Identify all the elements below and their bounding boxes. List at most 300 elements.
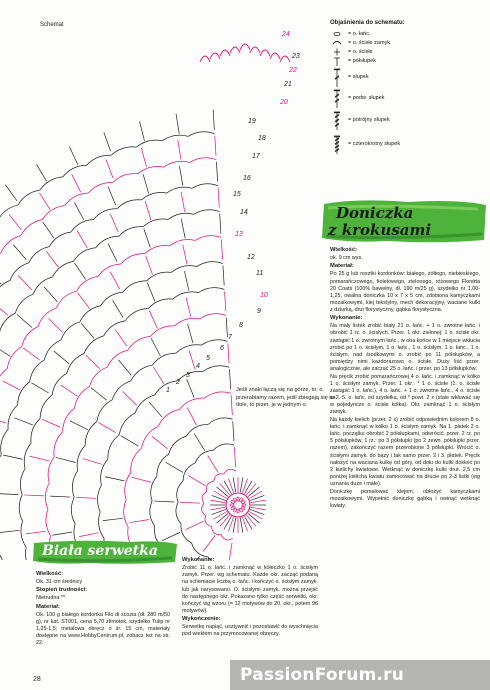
chain-arc [195, 450, 213, 462]
stitch-mark [30, 456, 49, 461]
stitch-mark [181, 192, 185, 212]
stitch-mark [36, 164, 46, 181]
chain-arc [72, 471, 77, 497]
stitch-mark [249, 512, 262, 520]
chain-arc [30, 360, 45, 382]
chain-arc [15, 294, 33, 313]
chain-arc [203, 366, 229, 372]
chain-arc [63, 165, 87, 177]
single-crochet-icon [330, 47, 344, 57]
chain-arc [190, 158, 216, 163]
schema-label: Schemat [40, 22, 64, 28]
chain-arc [20, 469, 25, 495]
stitch-mark [180, 502, 200, 503]
doniczka-work-label: Wykonanie: [330, 315, 363, 322]
stitch-mark [18, 275, 32, 289]
chain-arc [135, 395, 155, 413]
doniczka-title-line2: z krokusami [328, 221, 432, 239]
stitch-mark [61, 385, 78, 396]
chain-arc [1, 429, 8, 454]
chain-arc [197, 262, 223, 267]
serwetka-work-label: Wykonanie: [182, 557, 215, 563]
doniczka-size-text: ok. 9 cm wys. [330, 255, 363, 262]
chain-arc [0, 369, 7, 392]
stitch-mark [72, 174, 81, 192]
chain-arc [97, 400, 112, 422]
stitch-mark [208, 456, 218, 473]
row-number: 1 [166, 387, 170, 394]
chain-arc [205, 516, 212, 527]
chain-arc [195, 236, 221, 241]
treble-icon [330, 89, 344, 109]
stitch-mark [246, 484, 256, 495]
chain-arc [18, 382, 30, 405]
stitch-mark [228, 517, 233, 531]
stitch-mark [214, 491, 227, 499]
stitch-mark [141, 148, 146, 167]
stitch-mark [104, 132, 111, 151]
stitch-mark [0, 270, 1, 284]
scallop-arc [240, 44, 250, 50]
doniczka-work-p3: Na każdy kielich (przer. 2 x) zrobić odpowiednim kolorem 8 o. łańc. i zamknąć w kółko 1 o. ścisłym zamyk. Na 1. płatek 2 o. łańc. początku obrobić 2 półsłupkami, odwrócić, przer. 2 rz. po 5 półsłupków, 1 rz.: po 3 półsłupki (po 2 zewn. półsłupki przer. razem), zakończyć razem przerobione 3 półsłupki. Wrócić o. ścisłymi zamyk. do bazy i tak samo przer. 2 i 3. płatek. Pręcik nałożyć na waciana kulkę od góry, od dołu do kulki dokleić po 2 kielichy kwiatowe. Wetknąć w doniczkę kulki drut. 2,5 cm poniżej kielicha kwiatu zamocować na drucie po 2-3 listki (wg uznania duże i małe). [330, 416, 480, 488]
chain-arc [89, 367, 107, 386]
chain-arc [121, 254, 145, 264]
chain-arc [224, 469, 236, 474]
stitch-mark [246, 515, 256, 526]
row-number: 23 [292, 53, 300, 60]
chain-arc [191, 543, 208, 557]
chain-arc [192, 184, 218, 189]
stitch-mark [3, 381, 21, 390]
chain-arc [71, 219, 94, 232]
chain-arc [206, 481, 213, 491]
stitch-mark [221, 240, 222, 260]
chain-arc [98, 264, 121, 277]
stitch-mark [186, 521, 204, 530]
stitch-mark [166, 462, 183, 472]
row-number: 4 [196, 363, 200, 370]
chain-arc [107, 350, 127, 367]
row-number: 8 [239, 322, 243, 329]
chain-arc [54, 432, 63, 457]
stitch-mark [220, 484, 230, 495]
chain-arc [42, 205, 64, 219]
chain-arc [0, 533, 2, 559]
row-number: 19 [248, 118, 256, 125]
legend-list [330, 30, 480, 157]
chain-arc [162, 135, 188, 141]
chain-arc [93, 209, 117, 220]
stitch-mark [69, 147, 78, 165]
chain-arc [76, 276, 98, 291]
chain-arc [136, 140, 162, 147]
legend-item [330, 39, 480, 48]
stitch-mark [132, 477, 151, 482]
row-number: 21 [284, 81, 292, 88]
stitch-mark [245, 481, 253, 494]
legend-item [330, 57, 480, 67]
serwetka-details [36, 570, 170, 648]
legend-item-label: = czterokrotny słupek [348, 141, 401, 148]
stitch-mark [217, 513, 228, 523]
stitch-mark [140, 121, 145, 140]
chain-arc [21, 521, 26, 547]
chain-arc [33, 277, 52, 294]
stitch-mark [224, 481, 232, 494]
chain-arc [111, 147, 136, 155]
stitch-mark [0, 303, 8, 316]
doniczka-heading [318, 196, 490, 246]
chain-arc [24, 443, 31, 469]
stitch-mark [149, 310, 157, 328]
chain-arc [119, 227, 143, 237]
chain-arc [171, 266, 197, 273]
row-number: 3 [186, 372, 190, 379]
scallop-arc [250, 47, 260, 53]
serwetka-material-text: Ok. 100 g białego kordonka Filo di scozia (dł. 280 m/50 g), nr kat. ST001, cena 5,70 zł/motek, szydełko Tulip nr 1,25-1,5; metalowa obręcz o śr. 15 cm, materiały dostępne na www.HobbyCentrum.pl, zobacz też na str. 22. [36, 611, 170, 647]
scallop-arc [210, 53, 220, 59]
chain-arc [101, 292, 123, 306]
chain-arc [200, 314, 226, 319]
serwetka-title: Biała serwetka [42, 543, 158, 559]
stitch-mark [42, 419, 60, 427]
stitch-mark [228, 343, 229, 363]
legend-item-label: = słupek [348, 74, 369, 81]
stitch-mark [240, 477, 243, 492]
stitch-mark [85, 355, 99, 369]
stitch-mark [242, 517, 247, 531]
chain-arc [117, 200, 141, 209]
serwetka-heading [30, 538, 180, 566]
chain-arc [113, 174, 138, 183]
stitch-mark [218, 188, 219, 208]
chain-arc [167, 187, 193, 193]
stitch-mark [0, 416, 6, 423]
chain-arc [142, 426, 159, 448]
chain-arc [0, 253, 1, 272]
row-number: 10 [260, 292, 268, 299]
chain-arc [148, 299, 173, 309]
doniczka-text [330, 246, 480, 511]
stitch-mark [79, 533, 99, 537]
chain-arc [67, 353, 84, 373]
row-number: 9 [257, 308, 261, 315]
stitch-mark [179, 166, 182, 186]
chain-arc [169, 436, 187, 454]
stitch-mark [54, 351, 69, 364]
chain-arc [164, 161, 190, 167]
chain-mark [242, 504, 246, 506]
stitch-mark [228, 479, 233, 493]
chain-arc [123, 281, 147, 292]
doniczka-work-p4: Doniczkę pomalować klejem, obłożyć kamyczkami mozaikowymi. Wypełnić doniczkę gąbką i owinąć wetknąć kwiaty. [330, 488, 480, 509]
chain-arc [170, 239, 196, 245]
stitch-mark [144, 229, 150, 248]
stitch-mark [78, 293, 90, 309]
stitch-mark [146, 256, 153, 275]
chain-arc [0, 205, 18, 221]
chain-mark [237, 497, 239, 501]
chain-arc [176, 345, 201, 353]
scallop-arc [220, 50, 230, 56]
stitch-mark [0, 494, 18, 495]
stitch-mark [213, 110, 214, 130]
chain-arc [150, 501, 155, 526]
stitch-mark [52, 532, 72, 535]
chain-mark [230, 504, 234, 506]
chain-arc [119, 413, 135, 435]
stitch-mark [24, 495, 44, 496]
chain-arc [124, 500, 128, 527]
chain-arc [176, 502, 181, 524]
doniczka-work-p1: Na mały listek zrobić biały 21 o. łańc. + 1 o. zwrotne łańc. i obrobić 1 rz. o. ścisłych. Przer. 1 okr. zielonej: 1 o. ścisłe okr. zastąpić 1 o. zwrotnym łańc., w oba końce w 1 miejsce wkłucia zrobić po 1 o. ścisłym, 1 o. łańc., 1 o. ścisłym, 1 o. łańc., 1 o. ścisłym, nad środkowymi o. zrobić po 11 półsłupków, a pomiędzy nimi każdorazowo o. ścisłe. Duży liść przer. analogicznie, ale zacząć 25 o. łańc. i przer. po 13 półsłupków. [330, 323, 480, 373]
stitch-mark [234, 447, 235, 467]
stitch-mark [145, 201, 151, 220]
serwetka-difficulty-label: Stopień trudności: [36, 587, 88, 594]
chain-arc [150, 326, 174, 337]
chain-arc [202, 503, 206, 515]
stitch-mark [183, 245, 187, 265]
stitch-mark [250, 509, 264, 514]
chain-arc [49, 232, 71, 246]
doniczka-material-label: Materiał: [330, 263, 354, 270]
watermark-text: PassionForum.ru [240, 665, 405, 685]
stitch-mark [225, 291, 226, 311]
stitch-mark [75, 263, 86, 280]
stitch-mark [220, 214, 221, 234]
stitch-mark [210, 500, 225, 503]
row-number: 12 [247, 254, 255, 261]
chain-arc [101, 459, 108, 485]
row-number: 15 [233, 191, 241, 198]
serwetka-size-text: Ok. 31 cm średnicy [36, 579, 83, 586]
stitch-mark [39, 193, 50, 210]
chain-arc [221, 534, 233, 539]
chain-arc [71, 497, 75, 524]
chain-arc [204, 392, 231, 398]
scallop-arc [270, 53, 280, 59]
chain-arc [18, 190, 40, 205]
stitch-mark [188, 324, 193, 343]
doniczka-title-line1: Doniczka [336, 204, 414, 222]
chain-arc [44, 340, 61, 360]
stitch-mark [5, 185, 17, 201]
stitch-mark [91, 388, 107, 400]
chain-arc [168, 213, 194, 219]
chain-arc [99, 512, 105, 539]
stitch-mark [9, 214, 21, 230]
chain-arc [46, 509, 51, 535]
stitch-mark [123, 391, 137, 405]
chain-arc [21, 220, 42, 236]
stitch-mark [115, 330, 126, 346]
legend-item-label: = o. łańc. [348, 30, 371, 37]
legend-item [330, 48, 480, 57]
chain-arc [128, 336, 151, 350]
legend-item-label: = podw. słupek [348, 95, 385, 102]
stitch-mark [224, 516, 232, 529]
serwetka-finish-label: Wykończenie: [182, 616, 221, 623]
stitch-mark [214, 512, 227, 520]
chain-arc [131, 365, 152, 381]
stitch-mark [212, 509, 226, 514]
stitch-mark [151, 338, 160, 356]
stitch-mark [233, 421, 234, 441]
stitch-mark [129, 519, 149, 522]
stitch-mark [70, 421, 88, 430]
chain-arc [63, 408, 75, 432]
stitch-mark [152, 436, 168, 448]
chain-arc [214, 474, 224, 481]
stitch-mark [108, 244, 117, 262]
chain-arc [88, 182, 112, 193]
chain-arc [96, 236, 119, 248]
stitch-mark [14, 418, 33, 425]
stitch-mark [81, 323, 94, 338]
serwetka-size-label: Wielkość: [36, 571, 64, 577]
stitch-mark [251, 500, 266, 503]
stitch-mark [23, 348, 39, 360]
stitch-mark [103, 518, 123, 520]
legend-item [330, 30, 480, 39]
stitch-mark [56, 457, 75, 462]
chain-arc [65, 193, 89, 205]
row-number: 11 [256, 270, 264, 277]
double-crochet-icon [330, 68, 344, 88]
stitch-mark [0, 345, 10, 356]
chain-arc [74, 387, 89, 409]
chain-arc [178, 371, 203, 381]
row-number: 13 [235, 231, 243, 238]
stitch-mark [113, 300, 123, 317]
stitch-mark [187, 379, 195, 398]
chain-arc [125, 473, 131, 500]
chain-arc [40, 177, 63, 190]
stitch-mark [233, 518, 236, 533]
chain-arc [181, 524, 192, 543]
doniczka-work-p2: Na pręcik zrobić pomarańczowej 4 o. łańc. i zamknąć w kółko 1 o. ścisłym zamyk. Przer. 1 okr.: * 1 o. ścisłe (1. o. ścisłe zastąpić 1 o. łańc.), 4 o. łańc. + 1 o. zwrotne łańc., 4 o. ścisłe w 2.-5. o. łańc. od szydełka, od * powt. 2 x (stale wkłuwać się w pojedyncze o. ścisłe kółka). Okr. zamknąć 1 o. ścisłym zamyk. [330, 373, 480, 416]
chain-arc [186, 424, 208, 436]
chain-arc [125, 308, 148, 320]
stitch-mark [106, 159, 113, 178]
chain-arc [77, 445, 85, 470]
triple-treble-icon [330, 111, 344, 131]
chain-arc [0, 455, 1, 481]
page-number: 28 [33, 676, 41, 683]
legend-item [330, 109, 480, 133]
stitch-mark [212, 495, 226, 500]
chain-arc [45, 483, 49, 509]
chain-arc [73, 248, 95, 262]
chain-arc [80, 306, 101, 322]
stitch-mark [26, 531, 46, 534]
row-number: 22 [289, 67, 297, 74]
stitch-mark [0, 530, 19, 532]
chain-arc [131, 448, 142, 473]
quad-treble-icon [330, 135, 344, 155]
stitch-mark [203, 535, 215, 551]
stitch-mark [99, 423, 116, 433]
chain-arc [198, 288, 224, 293]
stitch-mark [118, 360, 131, 375]
chain-arc [10, 263, 29, 281]
chain-arc [151, 476, 157, 501]
stitch-mark [223, 265, 224, 285]
chain-arc [194, 210, 220, 215]
stitch-mark [3, 455, 23, 459]
chain-arc [104, 321, 126, 336]
chain-arc [202, 491, 207, 503]
row-number: 14 [240, 209, 248, 216]
stitch-mark [194, 433, 204, 450]
stitch-mark [74, 202, 84, 220]
stitch-mark [110, 272, 120, 290]
center-ring [226, 493, 250, 517]
stitch-mark [110, 214, 118, 232]
stitch-mark [210, 507, 225, 510]
stitch-mark [50, 496, 70, 497]
chain-arc [56, 291, 76, 308]
stitch-mark [215, 136, 216, 156]
stitch-mark [176, 114, 179, 134]
chain-arc [108, 435, 119, 459]
stitch-mark [251, 507, 266, 510]
chain-arc [212, 526, 221, 534]
chain-mark [237, 509, 239, 513]
stitch-mark [31, 383, 48, 393]
chain-arc [8, 405, 18, 429]
stitch-mark [216, 162, 217, 182]
scallop-arc [230, 47, 240, 53]
stitch-mark [143, 174, 149, 193]
scallop-arc [260, 50, 270, 56]
chain-arc [40, 395, 52, 418]
chain-arc [213, 444, 234, 451]
stitch-mark [231, 395, 232, 415]
stitch-mark [248, 487, 259, 497]
serwetka-instructions [182, 556, 318, 639]
stitch-mark [186, 297, 191, 316]
stitch-mark [154, 501, 174, 502]
stitch-mark [149, 402, 162, 417]
stitch-mark [83, 459, 102, 465]
stitch-mark [187, 407, 196, 425]
stitch-mark [77, 231, 87, 248]
row-number: 18 [258, 135, 266, 142]
legend-item [330, 133, 480, 157]
stitch-mark [178, 140, 181, 160]
stitch-mark [13, 245, 26, 260]
stitch-mark [153, 367, 163, 384]
chain-arc [158, 410, 179, 427]
legend [330, 20, 480, 157]
chain-arc [84, 336, 104, 354]
chain-arc [152, 353, 176, 365]
stitch-mark [249, 491, 262, 499]
legend-item-label: = o. ścisłe zamyk. [348, 39, 392, 46]
serwetka-difficulty-text: Nietrudna ** [36, 595, 66, 602]
chain-arc [174, 318, 199, 326]
serwetka-finish-text: Serwetkę napiąć, usztywnić i pozostawić do wyschnięcia pod wiekiem na przymocowanej obręczy. [182, 624, 318, 638]
join-note: Jeśli znaki łączą się na górze, to: o. przerabiamy razem, jeśli zbiegają się na dole, to przer. je w jednym o. [236, 387, 336, 409]
stitch-mark [248, 513, 259, 523]
stitch-mark [189, 351, 195, 370]
chain-arc [22, 327, 38, 347]
chain-arc [179, 398, 204, 409]
chain-arc [0, 313, 15, 333]
stitch-mark [188, 475, 205, 485]
stitch-mark [233, 477, 236, 492]
